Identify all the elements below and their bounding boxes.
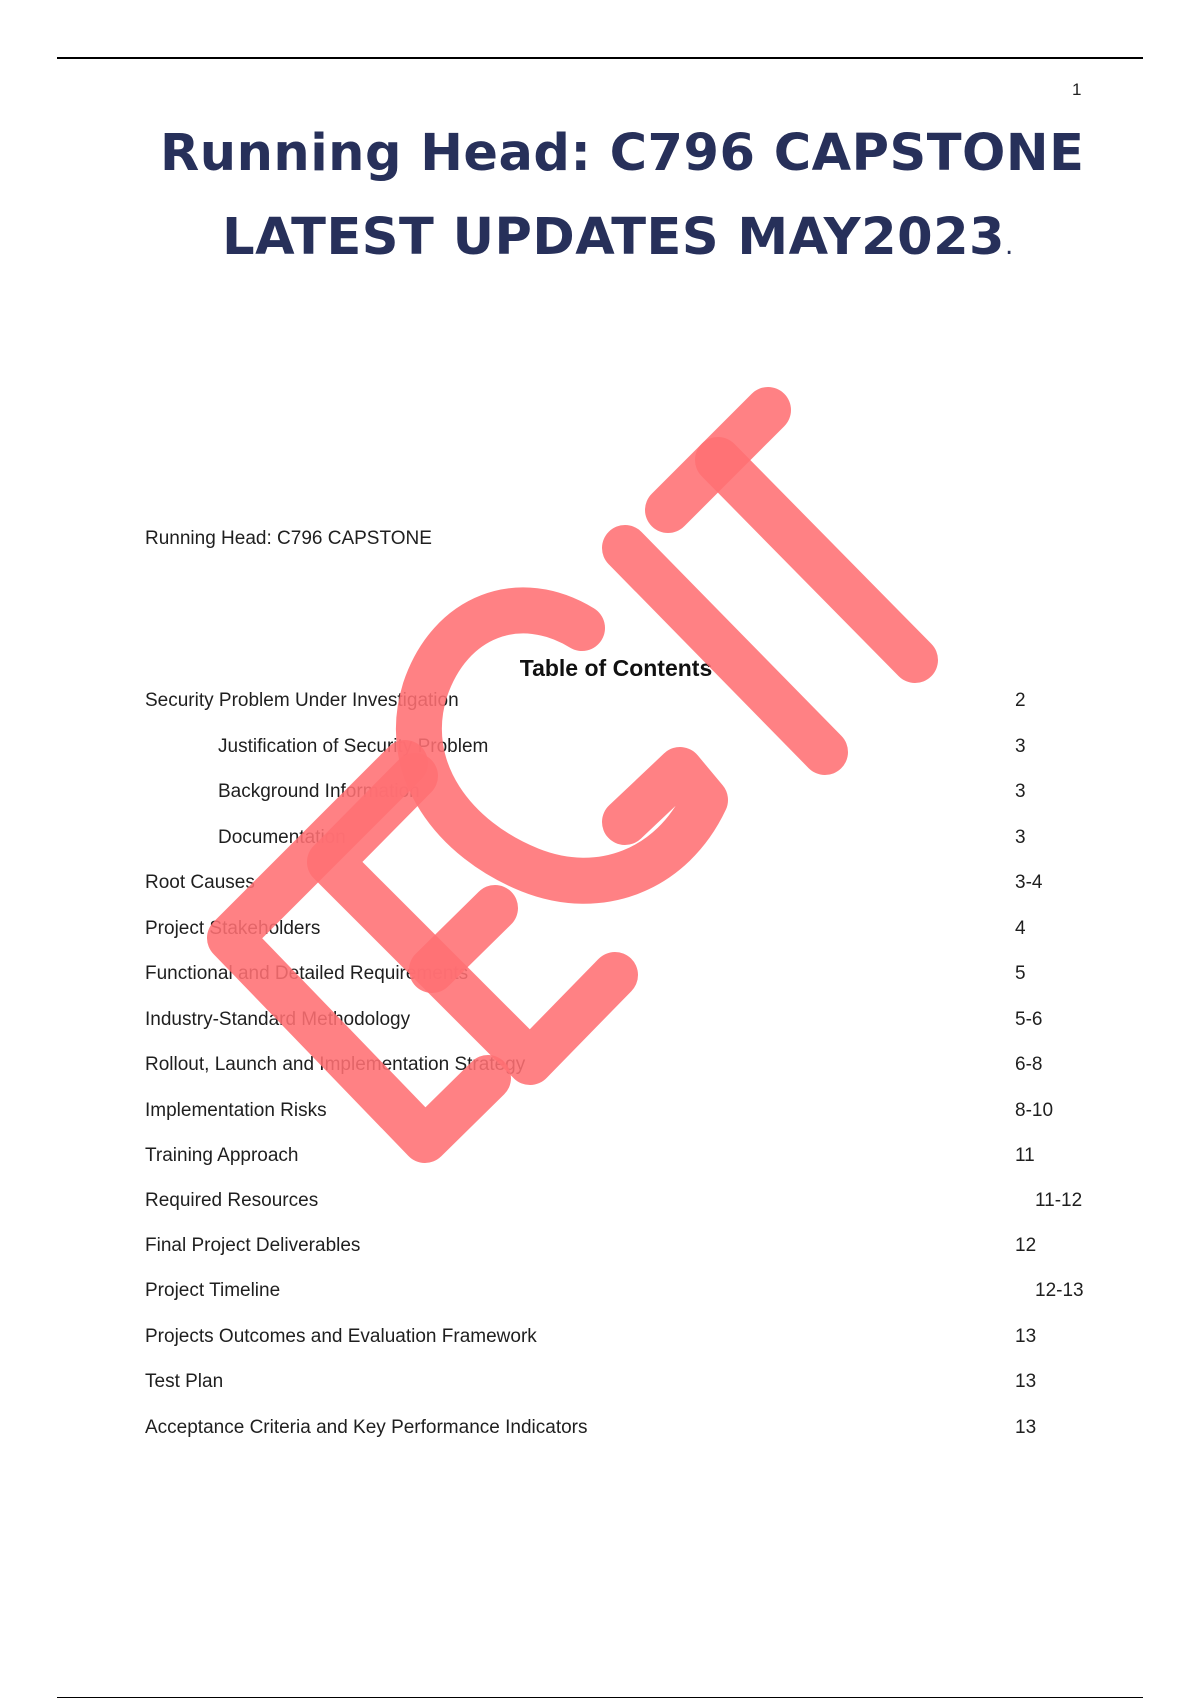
toc-entry-label: Acceptance Criteria and Key Performance Indicators <box>145 1417 588 1438</box>
toc-entry <box>145 1190 1145 1218</box>
toc-entry-page: 2 <box>1015 690 1026 711</box>
toc-entry <box>145 1009 1145 1037</box>
document-title-line-2-text: LATEST UPDATES MAY2023 <box>222 208 1006 267</box>
toc-entry-label: Training Approach <box>145 1145 299 1166</box>
document-title-line-2 <box>160 196 1076 288</box>
toc-entry <box>145 1054 1145 1082</box>
page-number: 1 <box>1072 80 1082 99</box>
toc-entry <box>145 963 1145 991</box>
toc-entry-label: Justification of Security Problem <box>218 736 489 757</box>
toc-entry-page: 12 <box>1015 1235 1037 1256</box>
toc-entry <box>145 1326 1145 1354</box>
toc-entry-label: Required Resources <box>145 1190 319 1211</box>
toc-entry <box>145 872 1145 900</box>
watermark-letter-l <box>230 763 488 1140</box>
bottom-rule <box>57 1697 1143 1698</box>
toc-entry-page: 3 <box>1015 736 1026 757</box>
toc-entry-page: 8-10 <box>1015 1100 1054 1121</box>
running-head: Running Head: C796 CAPSTONE <box>145 528 432 549</box>
document-title-line-1: Running Head: C796 CAPSTONE <box>160 124 1085 183</box>
toc-entry <box>145 781 1145 809</box>
toc-entry <box>145 1235 1145 1263</box>
toc-entry <box>145 1417 1145 1445</box>
toc-entry-page: 11 <box>1015 1145 1035 1166</box>
toc-entry <box>145 1100 1145 1128</box>
toc-entry-page: 6-8 <box>1015 1054 1043 1075</box>
toc-entry-label: Documentation <box>218 827 346 848</box>
toc-entry-label: Implementation Risks <box>145 1100 327 1121</box>
toc-entry-label: Test Plan <box>145 1371 224 1392</box>
toc-entry-page: 4 <box>1015 918 1026 939</box>
toc-entry-label: Projects Outcomes and Evaluation Framework <box>145 1326 537 1347</box>
toc-entry <box>145 1145 1145 1173</box>
top-rule <box>57 57 1143 59</box>
toc-entry-label: Project Timeline <box>145 1280 281 1301</box>
toc-entry-label: Project Stakeholders <box>145 918 321 939</box>
toc-entry-label: Background Information <box>218 781 420 802</box>
toc-entry-page: 13 <box>1015 1417 1037 1438</box>
toc-heading: Table of Contents <box>519 655 713 681</box>
document-title <box>160 112 1085 288</box>
toc-entry-page: 12-13 <box>1035 1280 1084 1301</box>
toc-entry-label: Functional and Detailed Requirements <box>145 963 469 984</box>
watermark-letter-t-top <box>668 410 768 510</box>
toc-entry-label: Rollout, Launch and Implementation Strategy <box>145 1054 526 1075</box>
toc-entry-page: 3 <box>1015 827 1026 848</box>
toc-entry-page: 13 <box>1015 1371 1037 1392</box>
toc-entry-label: Final Project Deliverables <box>145 1235 361 1256</box>
watermark-letter-i <box>625 548 825 752</box>
toc-entry <box>145 690 1145 718</box>
toc-entry-page: 11-12 <box>1035 1190 1083 1211</box>
toc-entry-label: Root Causes <box>145 872 255 893</box>
toc-entry <box>145 736 1145 764</box>
watermark-letter-t-stem <box>718 460 915 660</box>
toc-entry-label: Industry-Standard Methodology <box>145 1009 411 1030</box>
toc-entry-label: Security Problem Under Investigation <box>145 690 459 711</box>
toc-entry-page: 5-6 <box>1015 1009 1043 1030</box>
toc-entry-page: 3 <box>1015 781 1026 802</box>
toc-entry-page: 3-4 <box>1015 872 1043 893</box>
toc-entry-page: 5 <box>1015 963 1026 984</box>
toc-entry <box>145 1371 1145 1399</box>
document-title-period: . <box>1005 231 1014 261</box>
toc-entry <box>145 827 1145 855</box>
toc-entry-page: 13 <box>1015 1326 1037 1347</box>
toc-entry <box>145 1280 1145 1308</box>
toc-entry <box>145 918 1145 946</box>
